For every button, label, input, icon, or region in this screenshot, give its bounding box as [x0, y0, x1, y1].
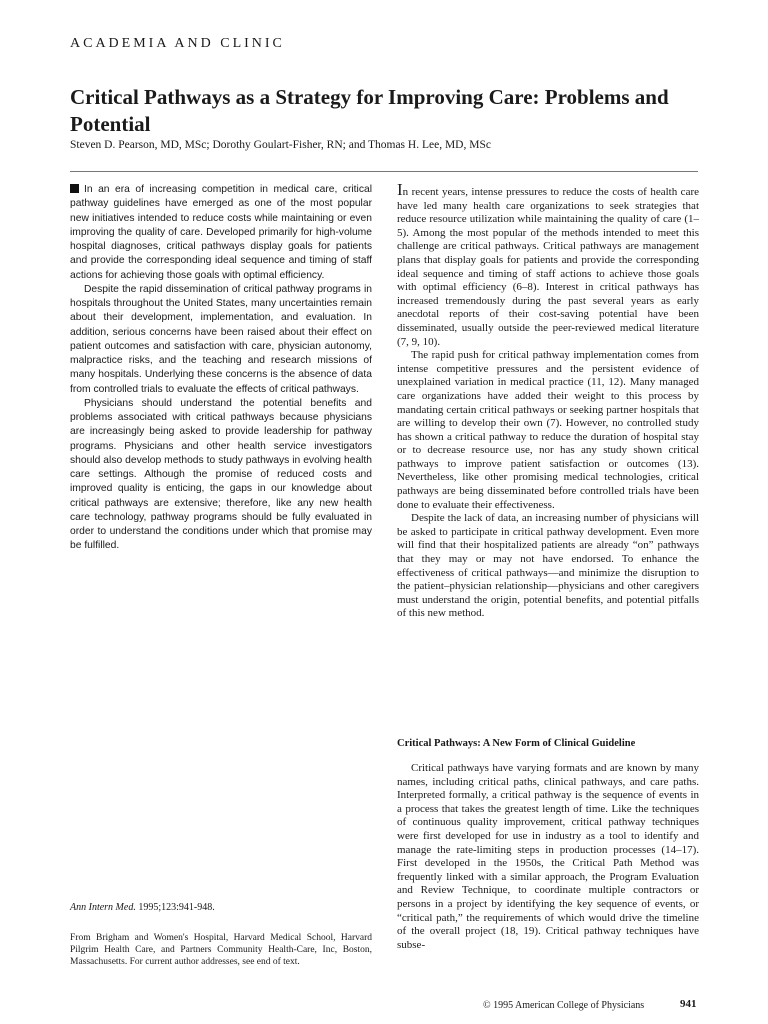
author-list: Steven D. Pearson, MD, MSc; Dorothy Goulart-Fisher, RN; and Thomas H. Lee, MD, MSc	[70, 139, 491, 151]
abstract-paragraph	[70, 183, 372, 283]
black-square-icon	[70, 184, 79, 193]
section-subheading: Critical Pathways: A New Form of Clinical Guideline	[397, 738, 636, 749]
journal-name: Ann Intern Med.	[70, 902, 136, 913]
page-number: 941	[680, 998, 697, 1010]
section-label: ACADEMIA AND CLINIC	[70, 36, 285, 51]
body-paragraph: Despite the lack of data, an increasing number of physicians will be asked to participate in critical pathway development. Even more will find that their hospitalized patients are already “on” pathways that they may or may not have endorsed. To enhance the effectiveness of critical pathways—and minimize the disruption to the patient–physician relationship—physicians and other caregivers must understand the origin, potential benefits, and potential pitfalls of this new method.	[397, 512, 699, 620]
body-paragraph	[397, 180, 699, 349]
body-paragraph: The rapid push for critical pathway implementation comes from intense competitive pressures and the persistent evidence of unexplained variation in medical practice (11, 12). Many managed care organizations have added their weight to this process by mandating certain critical pathways or seeking partner hospitals that are willing to develop their own (7). However, no controlled study has shown a critical pathway to reduce the duration of hospital stay or to decrease resource use, nor has any study shown critical pathways to improve patient satisfaction or outcomes (13). Nevertheless, like other promising medical technologies, critical pathways are being disseminated before controlled trials have been done to evaluate their effectiveness.	[397, 349, 699, 511]
body-text-lower	[397, 762, 699, 952]
drop-cap: I	[397, 180, 403, 199]
abstract-paragraph: Physicians should understand the potential benefits and problems associated with critical pathways because physicians are increasingly being asked to provide leadership for pathway programs. Physicians and other health service investigators should also develop methods to study pathways in evolving health care settings. Although the promise of reduced costs and improved quality is enticing, the gaps in our knowledge about critical pathways are extensive; therefore, like any new health care technology, pathway programs should be fully evaluated in order to understand the conditions under which that promise may be fulfilled.	[70, 397, 372, 552]
abstract-paragraph: Despite the rapid dissemination of critical pathway programs in hospitals throughout the United States, many uncertainties remain about their development, implementation, and evaluation. In addition, serious concerns have been raised about their effect on patient outcomes and satisfaction with care, physician autonomy, malpractice risks, and the teaching and research missions of many hospitals. Underlying these concerns is the absence of data from controlled trials to evaluate the effects of critical pathways.	[70, 283, 372, 395]
abstract	[70, 183, 372, 554]
citation-details: 1995;123:941-948.	[138, 902, 215, 913]
body-paragraph-text: n recent years, intense pressures to reduce the costs of health care have led many health care organizations to seek strategies that reduce resource utilization while maintaining the quality of care (1–5). Among the most popular of the methods intended to meet this challenge are critical pathways. Critical pathways are management plans that display goals for patients and provide the corresponding ideal sequence and timing of staff actions to achieve those goals with optimal efficiency (6–8). Interest in critical pathways has increased tremendously during the past several years as early anecdotal reports of their cost-saving potential have been disseminated, usually outside the peer-reviewed medical literature (7, 9, 10).	[397, 186, 699, 348]
header-divider	[70, 171, 698, 172]
article-title: Critical Pathways as a Strategy for Improving Care: Problems and Potential	[70, 85, 669, 136]
body-paragraph: Critical pathways have varying formats and are known by many names, including critical paths, clinical pathways, and care paths. Interpreted formally, a critical pathway is the sequence of events in a process that takes the greatest length of time. Like the techniques of continuous quality improvement, critical pathway techniques were first developed for use in industry as a tool to identify and manage the rate-limiting steps in production processes (14–17). First developed in the 1950s, the Critical Path Method was frequently linked with a similar approach, the Program Evaluation and Review Technique, to coordinate multiple contractors or persons in a project by identifying the key sequence of events, or “critical path,” the requirements of which would drive the timeline of the overall project (18, 19). Critical pathway techniques have subse-	[397, 762, 699, 951]
copyright-notice: © 1995 American College of Physicians	[483, 1000, 645, 1011]
abstract-paragraph-text: In an era of increasing competition in medical care, critical pathway guidelines have emerged as one of the most popular new initiatives intended to reduce costs while maintaining or even improving the quality of care. Developed primarily for high-volume hospital diagnoses, critical pathways display goals for patients and provide the corresponding ideal sequence and timing of staff actions for achieving those goals with optimal efficiency.	[70, 184, 372, 281]
body-text-upper	[397, 180, 699, 621]
journal-citation	[70, 902, 372, 913]
author-affiliations: From Brigham and Women's Hospital, Harvard Medical School, Harvard Pilgrim Health Care, and Partners Community Health-Care, Inc, Boston, Massachusetts. For current author addresses, see end of text.	[70, 933, 372, 967]
